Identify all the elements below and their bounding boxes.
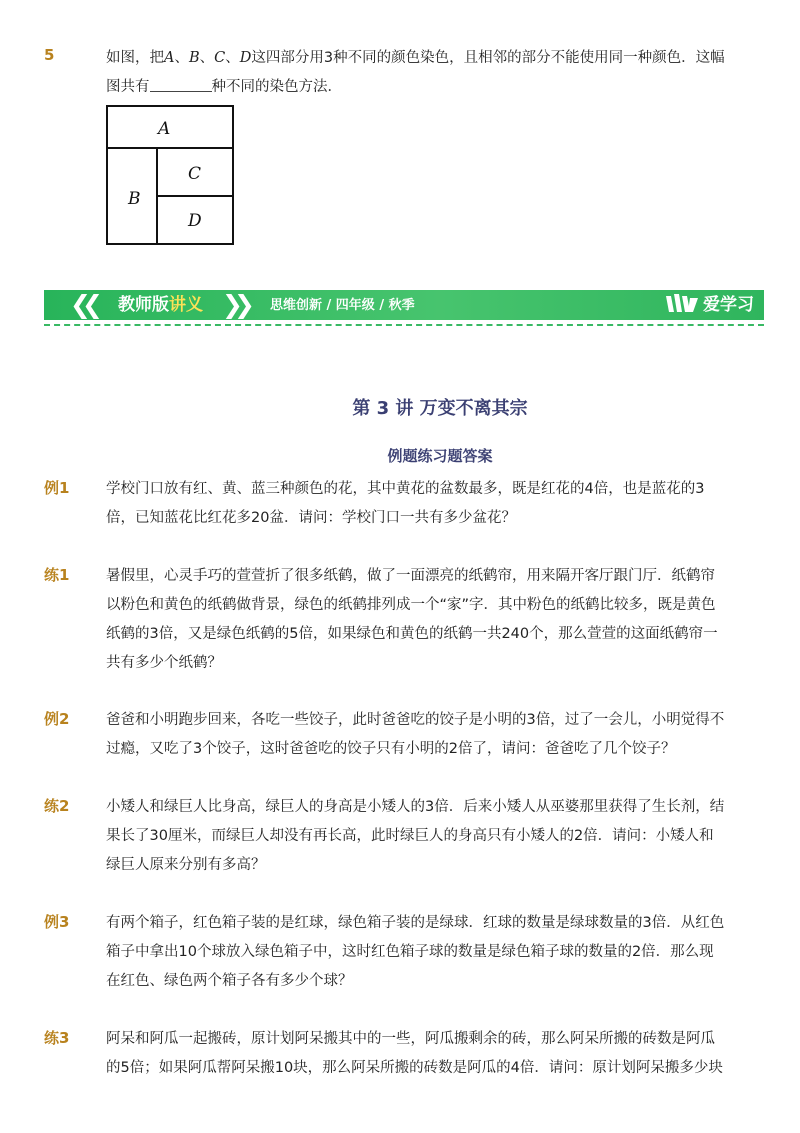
header-banner [44, 290, 764, 326]
region-a-label: A [158, 119, 171, 139]
banner-title: 教师版讲义 [118, 295, 203, 315]
region-d-label: D [188, 211, 202, 231]
problem-number: 5 [44, 46, 55, 64]
item-text: 爸爸和小明跑步回来，各吃一些饺子，此时爸爸吃的饺子是小明的3倍，过了一会儿，小明觉得不过瘾，又吃了3个饺子，这时爸爸吃的饺子只有小明的2倍了，请问：爸爸吃了几个饺子？ [106, 712, 725, 757]
problem-text: 如图，把A、B、C、D这四部分用3种不同的颜色染色，且相邻的部分不能使用同一种颜色．这幅 图共有 种不同的染色方法． [106, 50, 725, 95]
banner-divider [44, 324, 764, 326]
logo-mark-icon [665, 292, 699, 318]
item-label: 练3 [44, 1029, 70, 1047]
item-text: 阿呆和阿瓜一起搬砖，原计划阿呆搬其中的一些，阿瓜搬剩余的砖，那么阿呆所搬的砖数是阿瓜的5倍；如果阿瓜帮阿呆搬10块，那么阿呆所搬的砖数是阿瓜的4倍．请问：原计划阿呆搬多少块 [106, 1031, 723, 1076]
item-label: 练2 [44, 797, 70, 815]
region-b-label: B [128, 189, 141, 209]
answer-blank [150, 90, 212, 92]
chevron-right-icon: ❯❯ [222, 290, 246, 319]
region-diagram [106, 105, 234, 245]
logo [665, 293, 754, 317]
item-label: 练1 [44, 566, 70, 584]
item-text: 暑假里，心灵手巧的萱萱折了很多纸鹤，做了一面漂亮的纸鹤帘，用来隔开客厅跟门厅．纸鹤帘以粉色和黄色的纸鹤做背景，绿色的纸鹤排列成一个“家”字．其中粉色的纸鹤比较多，既是黄色纸鹤的3倍，又是绿色纸鹤的5倍，如果绿色和黄色的纸鹤一共240个，那么萱萱的这面纸鹤帘一共有多少个纸鹤？ [106, 568, 718, 671]
item-text: 小矮人和绿巨人比身高，绿巨人的身高是小矮人的3倍．后来小矮人从巫婆那里获得了生长剂，结果长了30厘米，而绿巨人却没有再长高，此时绿巨人的身高只有小矮人的2倍．请问：小矮人和绿巨人原来分别有多高？ [106, 799, 725, 873]
logo-text: 爱学习 [703, 295, 754, 315]
section-title: 例题练习题答案 [387, 447, 493, 465]
lecture-title: 第 3 讲 万变不离其宗 [352, 398, 528, 419]
item-label: 例2 [44, 710, 70, 728]
item-label: 例3 [44, 913, 70, 931]
item-text: 学校门口放有红、黄、蓝三种颜色的花，其中黄花的盆数最多，既是红花的4倍，也是蓝花的3倍，已知蓝花比红花多20盆．请问：学校门口一共有多少盆花？ [106, 481, 705, 526]
region-c-label: C [188, 164, 202, 184]
banner-subtitle: 思维创新 / 四年级 / 秋季 [270, 298, 415, 313]
item-label: 例1 [44, 479, 70, 497]
item-text: 有两个箱子，红色箱子装的是红球，绿色箱子装的是绿球．红球的数量是绿球数量的3倍．从红色箱子中拿出10个球放入绿色箱子中，这时红色箱子球的数量是绿色箱子球的数量的2倍．那么现在红色、绿色两个箱子各有多少个球？ [106, 915, 725, 989]
chevron-left-icon: ❮❮ [70, 290, 94, 319]
